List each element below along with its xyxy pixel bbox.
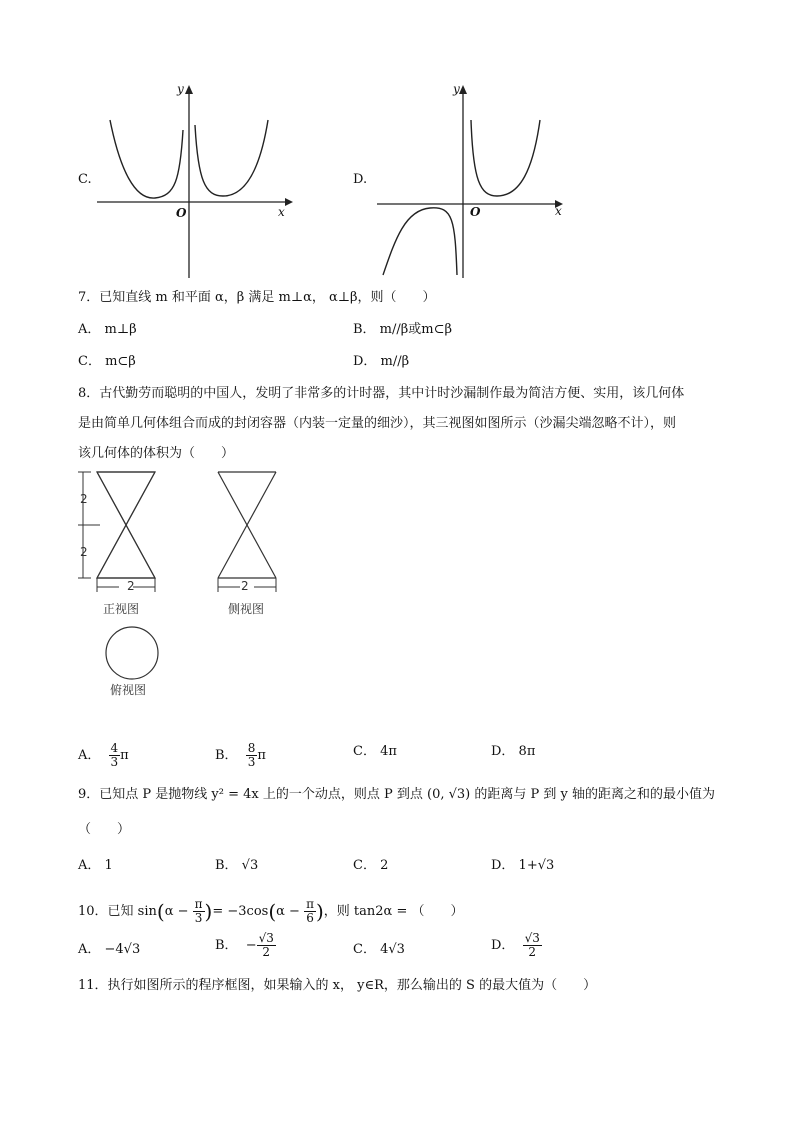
graph-d-y-label: y — [453, 82, 460, 96]
q7-option-c[interactable]: C． m⊂β — [78, 354, 136, 369]
q10-frac-pi-3-num: π — [194, 897, 203, 911]
front-view-label: 正视图 — [103, 602, 140, 616]
q11-stem: 11．执行如图所示的程序框图，如果输入的 x， y∈R，那么输出的 S 的最大值为（ ） — [78, 978, 597, 993]
front-dim-bottom: 2 — [80, 545, 88, 559]
q10-stem: 10．已知 sin(α − $\frac{\pi}{3}$ )= −3cos(α − $\frac{\pi}{6}$ )，则 tan2α = （ ） — [78, 897, 464, 925]
q8-option-b-den: 3 — [247, 755, 256, 769]
q7-option-d[interactable]: D． m//β — [353, 354, 410, 369]
q8-option-b[interactable] — [215, 742, 266, 769]
q8-option-b-pi: π — [257, 748, 266, 763]
q10-option-b-label: B． — [215, 938, 238, 953]
q10-frac-pi-6-num: π — [306, 897, 314, 911]
q10-option-d-num: √3 — [524, 931, 540, 945]
graph-c-x-label: x — [278, 205, 285, 219]
q8-option-b-label: B． — [215, 748, 238, 763]
q10-stem-pre: 10．已知 sin — [78, 904, 157, 919]
q8-stem-line2: 是由简单几何体组合而成的封闭容器（内装一定量的细沙），其三视图如图所示（沙漏尖端忽略不计），则 — [78, 416, 677, 431]
q8-option-a-label: A． — [78, 748, 101, 763]
q10-frac-pi-6 — [304, 898, 316, 925]
q10-frac-pi-6-den: 6 — [306, 911, 314, 925]
q9-paren: （ ） — [78, 822, 131, 837]
q8-stem-line1: 8．古代勤劳而聪明的中国人，发明了非常多的计时器，其中计时沙漏制作最为简洁方便、实用，该几何体 — [78, 386, 685, 401]
q10-option-d-label: D． — [491, 938, 515, 953]
q10-stem-post: ，则 tan2α = （ ） — [323, 904, 464, 919]
q8-option-b-fraction — [246, 742, 258, 769]
graph-c-origin: O — [176, 206, 187, 220]
graph-c — [95, 80, 295, 280]
q10-frac-pi-3-den: 3 — [194, 911, 203, 925]
q10-option-b-num: √3 — [258, 931, 274, 945]
q9-option-b[interactable]: B． √3 — [215, 858, 259, 873]
q7-stem: 7．已知直线 m 和平面 α，β 满足 m⊥α， α⊥β，则（ ） — [78, 290, 436, 305]
q9-stem: 9．已知点 P 是抛物线 y² = 4x 上的一个动点，则点 P 到点 (0, √3) 的距离与 P 到 y 轴的距离之和的最小值为 — [78, 787, 715, 802]
q10-option-b-fraction — [257, 932, 276, 959]
graph-d — [375, 80, 570, 280]
q10-option-d-fraction — [523, 932, 542, 959]
q8-option-c[interactable]: C． 4π — [353, 744, 397, 759]
q8-stem-line3: 该几何体的体积为（ ） — [78, 446, 235, 461]
q10-option-b-sign: − — [245, 938, 257, 953]
q8-option-a-num: 4 — [110, 741, 119, 755]
q10-frac-pi-3 — [193, 898, 205, 925]
q9-option-a[interactable]: A． 1 — [78, 858, 113, 873]
graph-c-y-label: y — [177, 82, 184, 96]
q9-option-c[interactable]: C． 2 — [353, 858, 389, 873]
q10-option-d-den: 2 — [528, 945, 537, 959]
q9-option-d[interactable]: D． 1+√3 — [491, 858, 555, 873]
q8-option-b-num: 8 — [247, 741, 256, 755]
front-view-drawing — [75, 470, 175, 600]
q10-alpha-minus-1: α − — [164, 904, 189, 919]
q8-option-d[interactable]: D． 8π — [491, 744, 536, 759]
top-view-label: 俯视图 — [110, 683, 147, 697]
q10-alpha-minus-2: α − — [276, 904, 300, 919]
option-d-label: D. — [353, 172, 368, 187]
side-view-drawing — [210, 470, 290, 600]
q10-option-d[interactable] — [491, 932, 542, 959]
graph-d-x-label: x — [555, 204, 562, 218]
graph-d-origin: O — [470, 205, 481, 219]
front-dim-width: 2 — [127, 579, 135, 593]
option-c-label: C. — [78, 172, 92, 187]
q7-option-b[interactable]: B． m//β或m⊂β — [353, 322, 453, 337]
top-view-drawing — [103, 624, 163, 684]
q10-option-b-den: 2 — [262, 945, 271, 959]
q10-option-c[interactable]: C． 4√3 — [353, 942, 405, 957]
q8-option-a[interactable] — [78, 742, 129, 769]
q8-option-a-pi: π — [120, 748, 129, 763]
q8-option-a-den: 3 — [110, 755, 119, 769]
q10-mid: = −3cos — [212, 904, 269, 919]
q10-option-a[interactable]: A． −4√3 — [78, 942, 141, 957]
side-view-label: 侧视图 — [228, 602, 265, 616]
q10-option-b[interactable] — [215, 932, 276, 959]
q8-option-a-fraction — [109, 742, 121, 769]
q7-option-a[interactable]: A． m⊥β — [78, 322, 137, 337]
front-dim-top: 2 — [80, 492, 88, 506]
side-dim-width: 2 — [241, 579, 249, 593]
